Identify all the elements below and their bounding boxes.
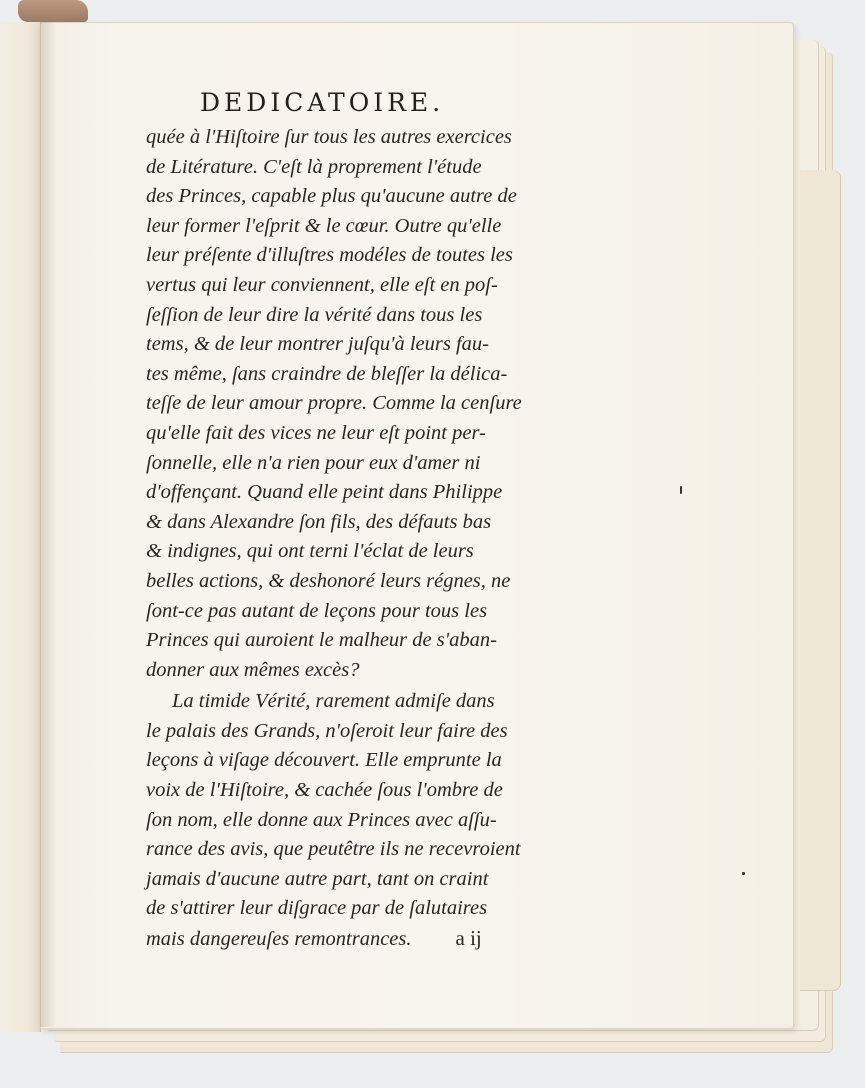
text-line: & indignes, qui ont terni l'éclat de leurs <box>146 540 474 563</box>
gutter-shadow <box>40 22 56 1027</box>
ink-speck <box>680 486 682 494</box>
text-line: Princes qui auroient le malheur de s'aban- <box>146 629 497 652</box>
text-line: qu'elle fait des vices ne leur eſt point per- <box>146 421 486 444</box>
text-line: teſſe de leur amour propre. Comme la cenſure <box>146 392 522 415</box>
ink-speck <box>742 872 745 875</box>
text-line: La timide Vérité, rarement admiſe dans <box>172 690 495 713</box>
text-line: ſonnelle, elle n'a rien pour eux d'amer ni <box>146 451 481 474</box>
running-head: DEDICATOIRE. <box>200 88 445 117</box>
text-line: rance des avis, que peutêtre ils ne recevroient <box>146 838 521 861</box>
text-line: vertus qui leur conviennent, elle eſt en poſ- <box>146 273 498 296</box>
text-line: quée à l'Hiſtoire ſur tous les autres exercices <box>146 126 512 148</box>
text-line: ſont-ce pas autant de leçons pour tous les <box>146 599 488 622</box>
text-line: & dans Alexandre ſon fils, des défauts bas <box>146 510 492 533</box>
text-line: ſon nom, elle donne aux Princes avec aſſu- <box>146 808 497 831</box>
text-line: donner aux mêmes excès? <box>146 658 360 681</box>
text-line: de Litérature. C'eſt là proprement l'étude <box>146 155 482 178</box>
text-line: leur préſente d'illuſtres modéles de toutes les <box>146 244 513 267</box>
text-line: des Princes, capable plus qu'aucune autre de <box>146 185 517 208</box>
text-line: jamais d'aucune autre part, tant on craint <box>146 867 489 890</box>
bookmark-ribbon <box>18 0 88 22</box>
text-line: d'offençant. Quand elle peint dans Philippe <box>146 481 503 504</box>
text-line: ſeſſion de leur dire la vérité dans tous les <box>146 303 483 326</box>
text-line: leçons à viſage découvert. Elle emprunte la <box>146 749 502 772</box>
page-edge-fold <box>800 170 841 991</box>
text-line: le palais des Grands, n'oſeroit leur faire des <box>146 719 508 742</box>
text-line: belles actions, & deshonoré leurs régnes, ne <box>146 569 511 592</box>
signature-mark: a ij <box>455 926 482 951</box>
body-text <box>146 123 596 954</box>
last-text-line <box>146 924 596 954</box>
text-line: tems, & de leur montrer juſqu'à leurs fau- <box>146 333 489 356</box>
text-line: leur former l'eſprit & le cœur. Outre qu'elle <box>146 214 502 237</box>
left-page <box>0 22 41 1032</box>
text-line: de s'attirer leur diſgrace par de ſalutaires <box>146 897 488 920</box>
text-line: tes même, ſans craindre de bleſſer la délica- <box>146 362 508 385</box>
text-line: voix de l'Hiſtoire, & cachée ſous l'ombre de <box>146 779 503 802</box>
text-line: mais dangereuſes remontrances. <box>146 928 412 951</box>
